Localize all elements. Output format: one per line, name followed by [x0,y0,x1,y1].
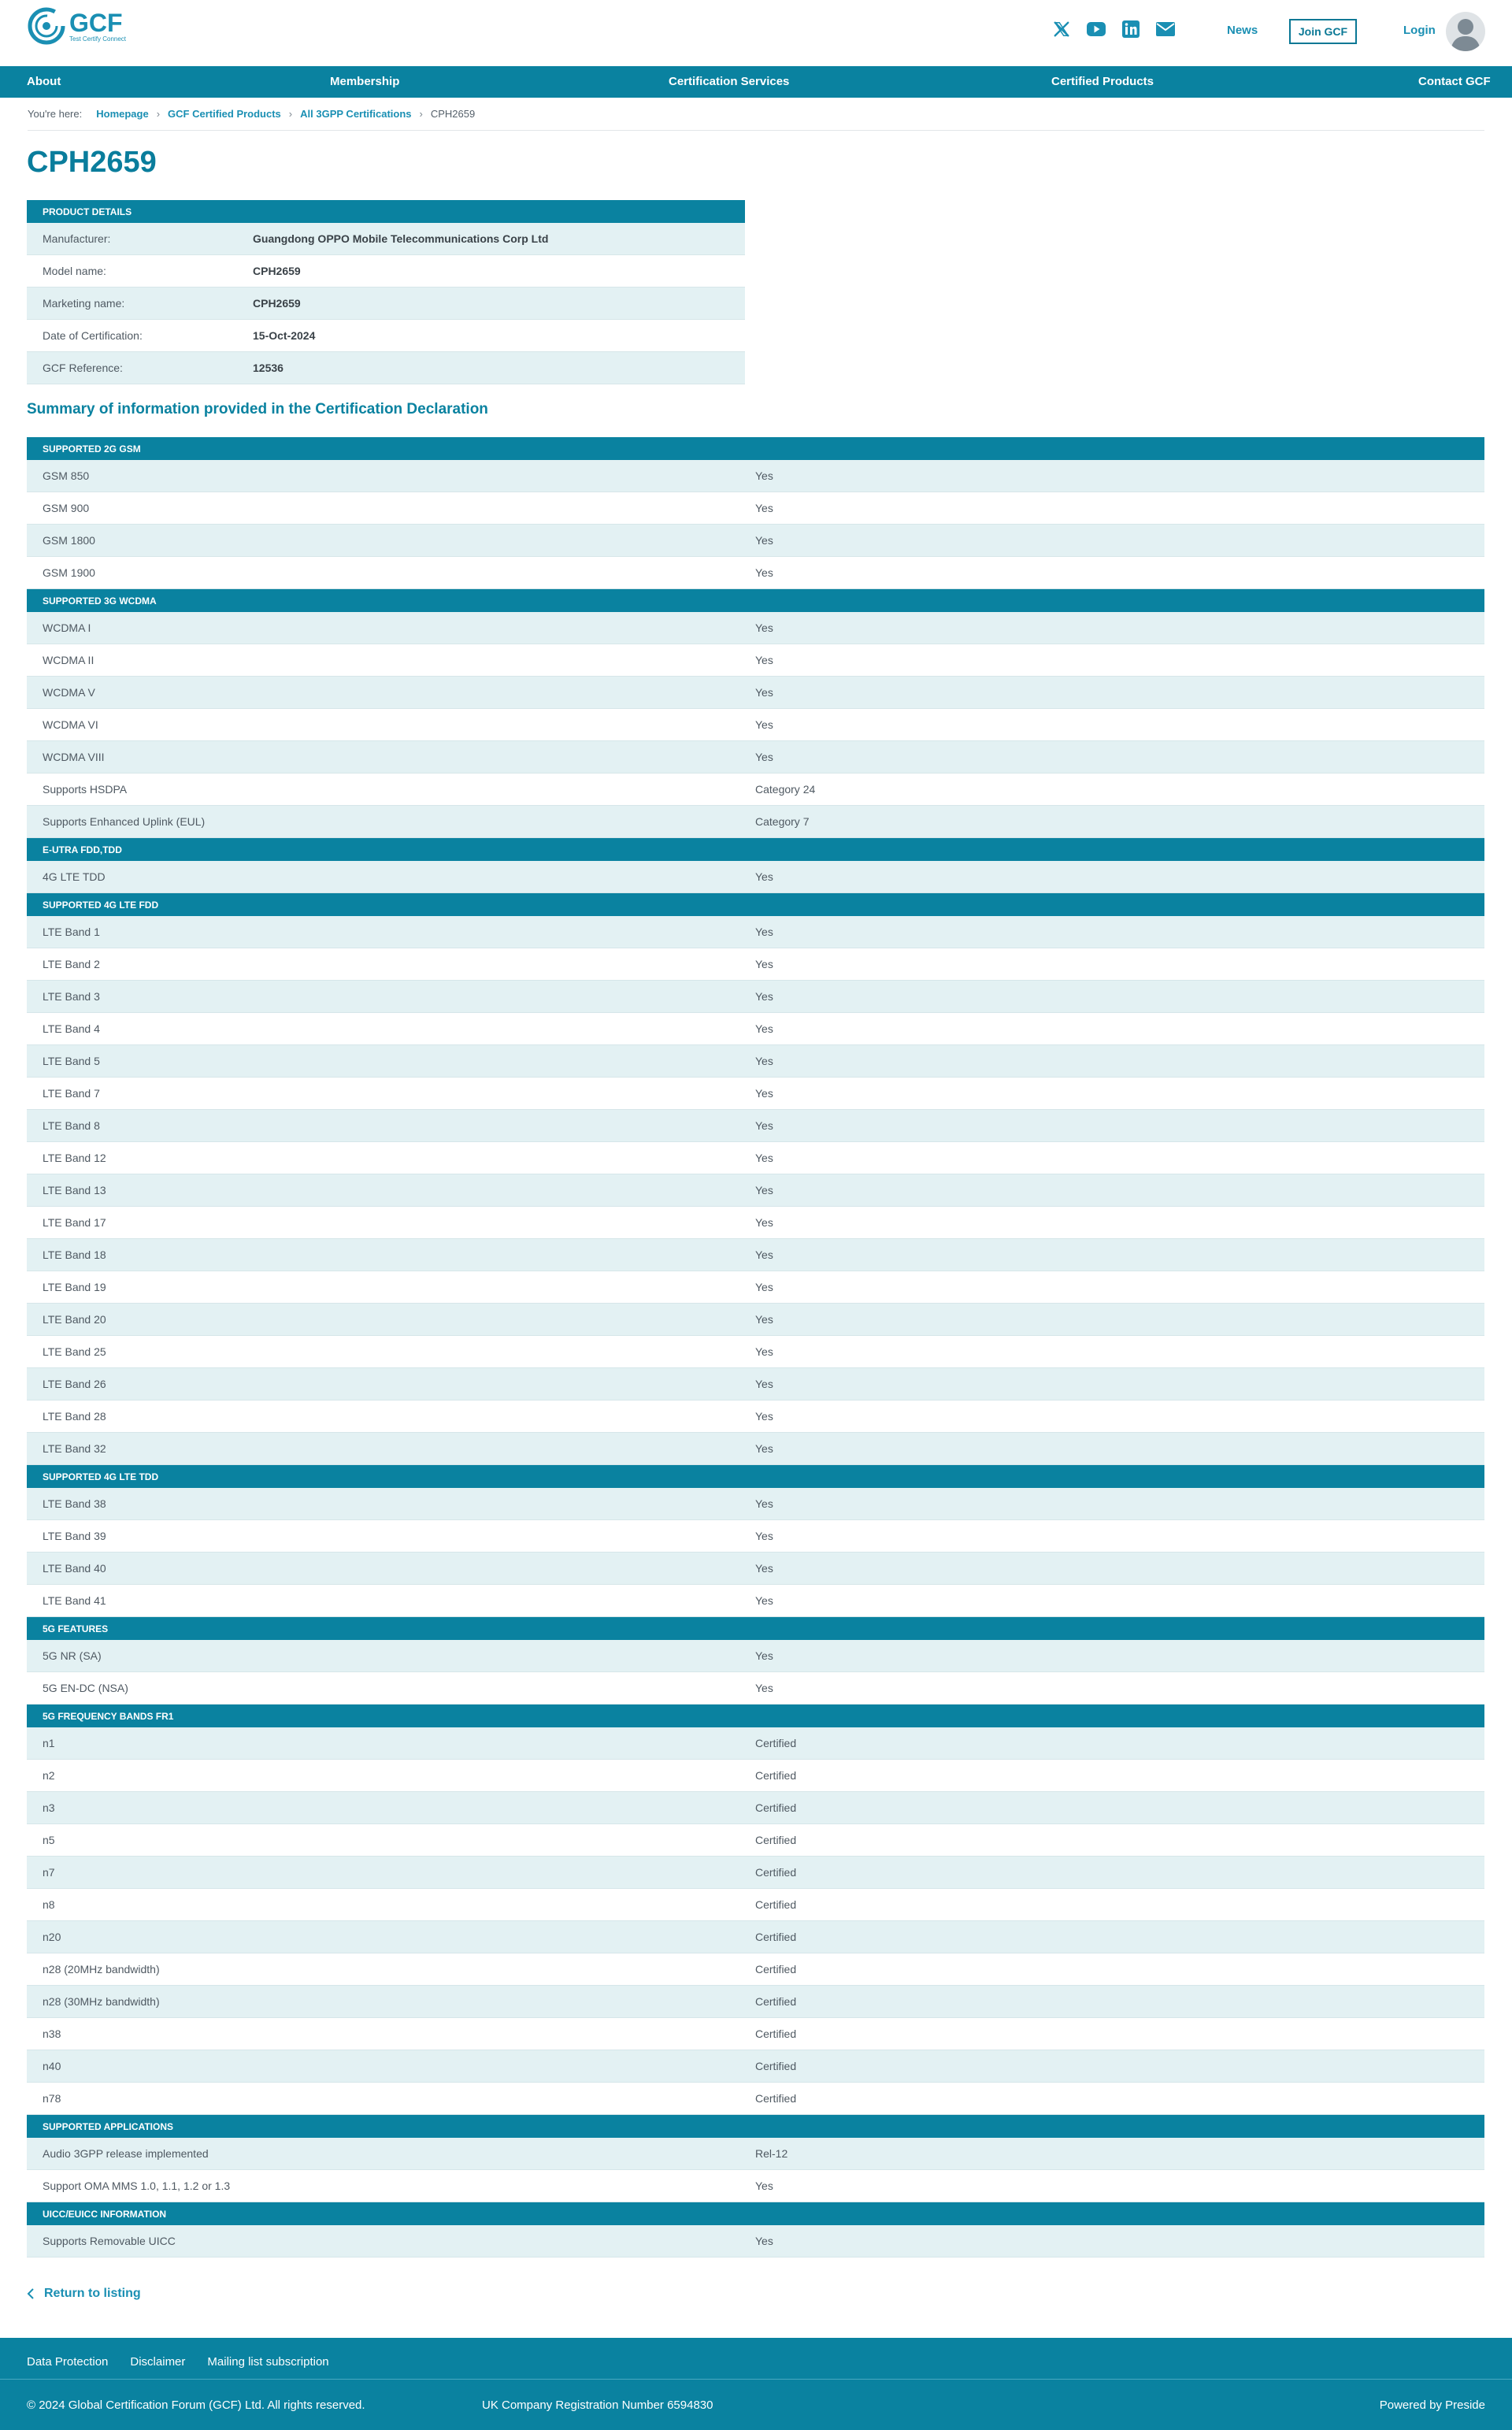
row-value: Category 7 [755,815,810,828]
detail-value: 12536 [253,362,284,374]
row-label: GSM 850 [43,469,90,482]
table-row [27,1921,1484,1953]
row-value: Yes [755,958,773,970]
row-label: LTE Band 17 [43,1216,106,1229]
nav-certification-services[interactable]: Certification Services [669,75,790,88]
row-label: Supports HSDPA [43,783,128,796]
row-label: LTE Band 26 [43,1378,106,1390]
row-label: 5G NR (SA) [43,1649,102,1662]
row-label: Support OMA MMS 1.0, 1.1, 1.2 or 1.3 [43,2180,231,2192]
row-value: Yes [755,1594,773,1607]
row-value: Yes [755,1682,773,1694]
table-row [27,1336,1484,1368]
table-row [27,1889,1484,1921]
table-row [27,1142,1484,1174]
gcf-logo[interactable] [27,6,126,46]
table-row [27,741,1484,774]
row-value: Yes [755,1345,773,1358]
table-row [27,806,1484,838]
table-row [27,1585,1484,1617]
table-row [27,1520,1484,1553]
table-row [27,1271,1484,1304]
chevron-left-icon [27,2287,35,2300]
join-gcf-button[interactable]: Join GCF [1289,19,1357,44]
row-value: Yes [755,566,773,579]
table-row [27,2138,1484,2170]
detail-label: Model name: [43,265,106,277]
detail-value: 15-Oct-2024 [253,329,316,342]
row-label: LTE Band 12 [43,1152,106,1164]
row-label: n20 [43,1931,61,1943]
detail-row-gcf-reference [27,352,745,384]
row-label: GSM 1800 [43,534,95,547]
breadcrumb-current: CPH2659 [430,108,476,120]
table-row [27,1760,1484,1792]
table-row [27,1013,1484,1045]
row-label: n28 (30MHz bandwidth) [43,1995,160,2008]
row-value: Yes [755,1410,773,1423]
row-value: Yes [755,1055,773,1067]
row-label: 5G EN-DC (NSA) [43,1682,128,1694]
row-label: 4G LTE TDD [43,870,106,883]
row-label: Supports Removable UICC [43,2235,176,2247]
chevron-right-icon: › [419,108,423,120]
row-value: Yes [755,1497,773,1510]
table-row [27,1727,1484,1760]
main-navigation [0,66,1512,98]
table-row [27,677,1484,709]
summary-title: Summary of information provided in the Certification Declaration [27,401,488,417]
row-label: LTE Band 32 [43,1442,106,1455]
nav-contact-gcf[interactable]: Contact GCF [1418,75,1491,88]
detail-label: GCF Reference: [43,362,123,374]
table-row [27,2050,1484,2083]
row-label: LTE Band 8 [43,1119,100,1132]
row-label: GSM 900 [43,502,90,514]
chevron-right-icon: › [288,108,293,120]
section-heading: 5G FREQUENCY BANDS FR1 [27,1705,1484,1727]
row-value: Yes [755,718,773,731]
table-row [27,1824,1484,1857]
table-row [27,1986,1484,2018]
row-label: LTE Band 1 [43,926,100,938]
row-label: LTE Band 3 [43,990,100,1003]
row-value: Yes [755,1281,773,1293]
return-to-listing-link[interactable] [27,2287,141,2301]
table-row [27,1078,1484,1110]
row-value: Certified [755,1995,797,2008]
breadcrumb [28,108,475,120]
linkedin-icon[interactable] [1121,20,1140,39]
row-label: n2 [43,1769,55,1782]
table-row [27,1239,1484,1271]
section-heading: 5G FEATURES [27,1617,1484,1640]
footer-link-data-protection[interactable]: Data Protection [27,2355,109,2369]
social-links [1052,20,1175,39]
table-row [27,1368,1484,1400]
footer-links [27,2355,329,2369]
section-heading: SUPPORTED 2G GSM [27,437,1484,460]
row-value: Yes [755,1442,773,1455]
row-value: Certified [755,1931,797,1943]
row-label: LTE Band 18 [43,1248,106,1261]
table-row [27,2225,1484,2257]
row-label: n40 [43,2060,61,2072]
table-row [27,2083,1484,2115]
login-link[interactable]: Login [1403,24,1436,37]
row-label: n1 [43,1737,55,1749]
detail-row-marketing-name [27,288,745,320]
nav-about[interactable]: About [27,75,61,88]
table-row [27,2170,1484,2202]
table-row [27,861,1484,893]
table-row [27,1553,1484,1585]
table-row [27,981,1484,1013]
row-value: Yes [755,1119,773,1132]
row-label: LTE Band 5 [43,1055,100,1067]
table-row [27,644,1484,677]
row-label: n7 [43,1866,55,1879]
row-label: WCDMA II [43,654,94,666]
row-label: n3 [43,1801,55,1814]
table-row [27,774,1484,806]
nav-certified-products[interactable]: Certified Products [1051,75,1154,88]
user-silhouette-icon [1446,12,1485,51]
avatar[interactable] [1446,12,1485,51]
detail-label: Date of Certification: [43,329,143,342]
row-value: Certified [755,1963,797,1976]
return-label: Return to listing [44,2287,141,2300]
table-row [27,1045,1484,1078]
row-value: Yes [755,870,773,883]
row-value: Certified [755,1834,797,1846]
row-label: LTE Band 28 [43,1410,106,1423]
table-row [27,1174,1484,1207]
footer-registration: UK Company Registration Number 6594830 [482,2398,713,2412]
table-row [27,557,1484,589]
table-row [27,1792,1484,1824]
row-value: Yes [755,1184,773,1196]
row-label: LTE Band 19 [43,1281,106,1293]
table-row [27,1207,1484,1239]
row-label: LTE Band 41 [43,1594,106,1607]
detail-row-manufacturer [27,223,745,255]
table-row [27,1110,1484,1142]
mail-icon[interactable] [1156,20,1175,39]
row-label: LTE Band 38 [43,1497,106,1510]
gcf-logo-mark-icon [27,6,66,46]
row-label: LTE Band 40 [43,1562,106,1575]
row-value: Yes [755,1022,773,1035]
logo-wordmark: GCF [69,8,123,37]
table-row [27,1400,1484,1433]
detail-value: CPH2659 [253,297,301,310]
table-row [27,1640,1484,1672]
breadcrumb-prefix: You're here: [28,108,83,120]
product-details-heading: PRODUCT DETAILS [27,200,745,223]
row-value: Yes [755,751,773,763]
row-label: n5 [43,1834,55,1846]
table-row [27,1433,1484,1465]
youtube-icon[interactable] [1087,20,1106,39]
table-row [27,1857,1484,1889]
row-value: Yes [755,654,773,666]
footer-copyright: © 2024 Global Certification Forum (GCF) Ltd. All rights reserved. [27,2398,365,2412]
row-value: Certified [755,1769,797,1782]
detail-row-date-of-certification [27,320,745,352]
row-value: Certified [755,2027,797,2040]
breadcrumb-all-3gpp-certifications[interactable]: All 3GPP Certifications [300,108,412,120]
news-link[interactable]: News [1227,24,1258,37]
row-label: n8 [43,1898,55,1911]
detail-row-model-name [27,255,745,288]
x-icon[interactable] [1052,20,1071,39]
row-label: LTE Band 25 [43,1345,106,1358]
row-value: Yes [755,926,773,938]
row-value: Yes [755,502,773,514]
row-value: Yes [755,1562,773,1575]
row-value: Yes [755,686,773,699]
table-row [27,612,1484,644]
row-value: Yes [755,1378,773,1390]
section-heading: SUPPORTED APPLICATIONS [27,2115,1484,2138]
table-row [27,2018,1484,2050]
detail-label: Marketing name: [43,297,125,310]
section-heading: SUPPORTED 4G LTE TDD [27,1465,1484,1488]
row-label: Audio 3GPP release implemented [43,2147,209,2160]
row-value: Category 24 [755,783,816,796]
logo-tagline: Test Certify Connect [69,35,127,43]
row-value: Yes [755,990,773,1003]
row-label: LTE Band 2 [43,958,100,970]
row-value: Certified [755,2060,797,2072]
row-label: GSM 1900 [43,566,95,579]
table-row [27,1304,1484,1336]
section-heading: UICC/EUICC INFORMATION [27,2202,1484,2225]
row-label: n78 [43,2092,61,2105]
row-label: LTE Band 20 [43,1313,106,1326]
table-row [27,525,1484,557]
footer-powered-by[interactable]: Powered by Preside [1379,2398,1485,2412]
table-row [27,1488,1484,1520]
row-value: Certified [755,1801,797,1814]
footer-link-disclaimer[interactable]: Disclaimer [130,2355,186,2369]
table-row [27,1953,1484,1986]
table-row [27,1672,1484,1705]
table-row [27,916,1484,948]
breadcrumb-homepage[interactable]: Homepage [96,108,149,120]
table-row [27,460,1484,492]
row-label: LTE Band 13 [43,1184,106,1196]
row-label: n28 (20MHz bandwidth) [43,1963,160,1976]
footer-divider [0,2379,1512,2380]
row-value: Yes [755,1530,773,1542]
row-value: Yes [755,1248,773,1261]
row-label: WCDMA VIII [43,751,105,763]
row-value: Yes [755,469,773,482]
section-heading: SUPPORTED 3G WCDMA [27,589,1484,612]
row-value: Yes [755,1087,773,1100]
row-value: Yes [755,1313,773,1326]
row-value: Certified [755,2092,797,2105]
section-heading: SUPPORTED 4G LTE FDD [27,893,1484,916]
row-label: LTE Band 39 [43,1530,106,1542]
detail-value: CPH2659 [253,265,301,277]
breadcrumb-divider [28,130,1484,131]
row-value: Yes [755,1152,773,1164]
row-label: WCDMA V [43,686,95,699]
detail-value: Guangdong OPPO Mobile Telecommunications Corp Ltd [253,232,549,245]
certification-summary-table [27,437,1484,2257]
row-value: Certified [755,1898,797,1911]
row-value: Rel-12 [755,2147,788,2160]
site-footer [0,2338,1512,2430]
row-value: Yes [755,2180,773,2192]
row-value: Certified [755,1866,797,1879]
row-label: WCDMA I [43,621,91,634]
page-title: CPH2659 [27,146,157,179]
table-row [27,492,1484,525]
row-value: Yes [755,2235,773,2247]
row-value: Certified [755,1737,797,1749]
detail-label: Manufacturer: [43,232,111,245]
nav-membership[interactable]: Membership [330,75,400,88]
table-row [27,948,1484,981]
row-value: Yes [755,534,773,547]
row-label: LTE Band 4 [43,1022,100,1035]
row-label: Supports Enhanced Uplink (EUL) [43,815,206,828]
table-row [27,709,1484,741]
row-label: WCDMA VI [43,718,98,731]
row-label: LTE Band 7 [43,1087,100,1100]
footer-link-mailing-list[interactable]: Mailing list subscription [207,2355,329,2369]
breadcrumb-gcf-certified-products[interactable]: GCF Certified Products [168,108,281,120]
row-label: n38 [43,2027,61,2040]
product-details-table [27,200,745,384]
chevron-right-icon: › [156,108,161,120]
row-value: Yes [755,1649,773,1662]
section-heading: E-UTRA FDD,TDD [27,838,1484,861]
row-value: Yes [755,1216,773,1229]
row-value: Yes [755,621,773,634]
site-header [0,0,1512,66]
